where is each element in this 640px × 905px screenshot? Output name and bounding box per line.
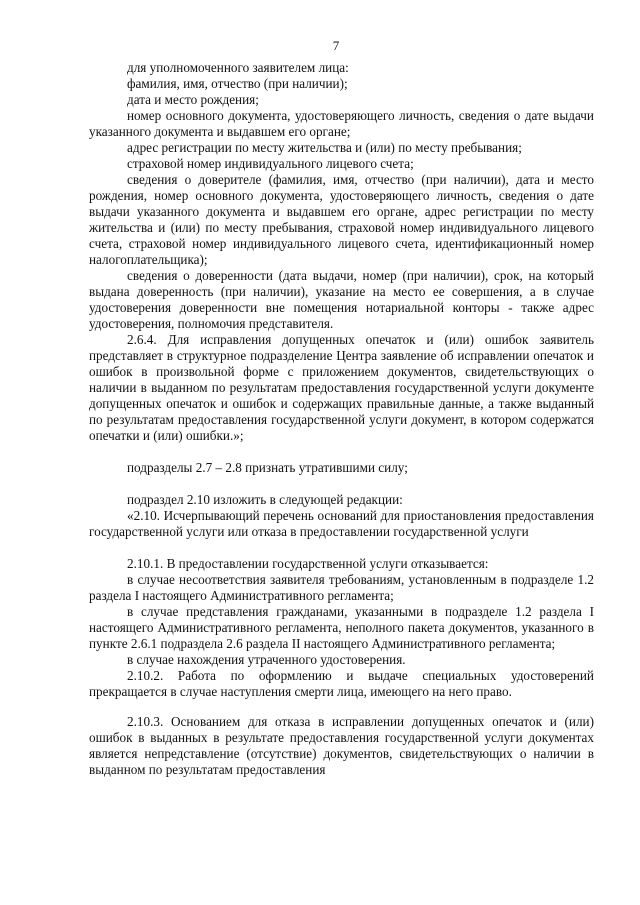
paragraph: в случае нахождения утраченного удостоверения. <box>127 652 406 667</box>
paragraph: адрес регистрации по месту жительства и (или) по месту пребывания; <box>127 140 522 155</box>
paragraph: в случае несоответствия заявителя требованиям, установленным в подразделе 1.2 раздела I настоящего Административного регламента; <box>89 572 594 603</box>
paragraph: 2.10.2. Работа по оформлению и выдаче специальных удостоверений прекращается в случае наступления смерти лица, имеющего на него право. <box>89 668 594 699</box>
paragraph: номер основного документа, удостоверяющего личность, сведения о дате выдачи указанного документа и выдавшем его органе; <box>89 108 594 139</box>
paragraph: сведения о доверителе (фамилия, имя, отчество (при наличии), дата и место рождения, номер основного документа, удостоверяющего личность, сведения о дате выдачи указанного документа и выдавшем его органе, адрес регистрации по месту жительства и (или) по месту пребывания, страховой номер индивидуального лицевого счета, страховой номер индивидуального лицевого счета, идентификационный номер налогоплательщика); <box>89 172 594 267</box>
page-number: 7 <box>332 38 340 53</box>
paragraph: 2.10.3. Основанием для отказа в исправлении допущенных опечаток и (или) ошибок в выданных в результате предоставления государственной услуги документах является непредставление (отсутствие) документов, свидетельствующих о наличии в выданном по результатам предоставления <box>89 714 594 777</box>
paragraph: подраздел 2.10 изложить в следующей редакции: <box>127 492 403 507</box>
paragraph: 2.10.1. В предоставлении государственной услуги отказывается: <box>127 556 489 571</box>
paragraph: подразделы 2.7 – 2.8 признать утратившими силу; <box>127 460 408 475</box>
document-body <box>89 60 594 778</box>
paragraph: для уполномоченного заявителем лица: <box>127 60 349 75</box>
paragraph: сведения о доверенности (дата выдачи, номер (при наличии), срок, на который выдана доверенность (при наличии), указание на место ее совершения, а в случае удостоверения доверенности вне помещения нотариальной конторы - также адрес удостоверения, полномочия представителя. <box>89 268 594 331</box>
paragraph: дата и место рождения; <box>127 92 259 107</box>
paragraph: фамилия, имя, отчество (при наличии); <box>127 76 348 91</box>
paragraph: 2.6.4. Для исправления допущенных опечаток и (или) ошибок заявитель представляет в структурное подразделение Центра заявление об исправлении опечаток и ошибок в произвольной форме с приложением документов, свидетельствующих о наличии в выданном по результатам предоставления государственной услуги документе допущенных опечаток и ошибок и содержащих правильные данные, а также выданный по результатам предоставления государственной услуги документ, в котором содержатся опечатки и (или) ошибки.»; <box>89 332 594 443</box>
paragraph: в случае представления гражданами, указанными в подразделе 1.2 раздела I настоящего Административного регламента, неполного пакета документов, указанного в пункте 2.6.1 подраздела 2.6 раздела II настоящего Административного регламента; <box>89 604 594 651</box>
paragraph: «2.10. Исчерпывающий перечень оснований для приостановления предоставления государственной услуги или отказа в предоставлении государственной услуги <box>89 508 594 539</box>
paragraph: страховой номер индивидуального лицевого счета; <box>127 156 414 171</box>
